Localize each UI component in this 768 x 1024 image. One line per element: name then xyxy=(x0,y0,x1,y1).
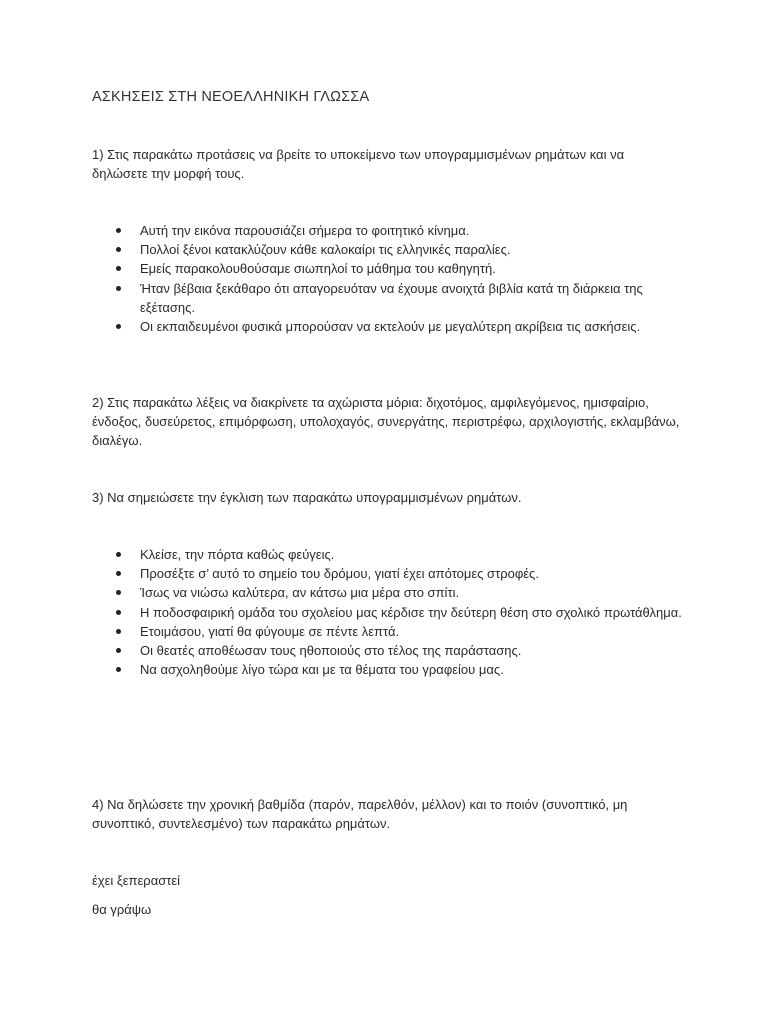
exercise-2-prompt: 2) Στις παρακάτω λέξεις να διακρίνετε τα αχώριστα μόρια: διχοτόμος, αμφιλεγόμενος, ημισφαίριο, ένδοξος, δυσεύρετος, επιμόρφωση, υπολοχαγός, συνεργάτης, περιστρέφω, αρχιλογιστής, εκλαμβάνω, διαλέγω. xyxy=(92,395,680,448)
list-item: Εμείς παρακολουθούσαμε σιωπηλοί το μάθημα του καθηγητή. xyxy=(92,259,682,278)
bullet-icon xyxy=(116,266,121,271)
exercise-4-verb: έχει ξεπεραστεί xyxy=(92,873,181,888)
list-item: Η ποδοσφαιρική ομάδα του σχολείου μας κέρδισε την δεύτερη θέση στο σχολικό πρωτάθλημα. xyxy=(92,603,682,622)
exercise-4-prompt: 4) Να δηλώσετε την χρονική βαθμίδα (παρόν, παρελθόν, μέλλον) και το ποιόν (συνοπτικό, μη συνοπτικό, συντελεσμένο) των παρακάτω ρημάτων. xyxy=(92,797,628,831)
exercise-1-list xyxy=(92,221,682,336)
bullet-icon xyxy=(116,629,121,634)
list-item: Ετοιμάσου, γιατί θα φύγουμε σε πέντε λεπτά. xyxy=(92,622,682,641)
bullet-icon xyxy=(116,247,121,252)
list-item: Να ασχοληθούμε λίγο τώρα και με τα θέματα του γραφείου μας. xyxy=(92,660,682,679)
exercise-1-prompt: 1) Στις παρακάτω προτάσεις να βρείτε το υποκείμενο των υπογραμμισμένων ρημάτων και να δηλώσετε την μορφή τους. xyxy=(92,147,625,181)
list-item: Ήταν βέβαια ξεκάθαρο ότι απαγορευόταν να έχουμε ανοιχτά βιβλία κατά τη διάρκεια της εξέτασης. xyxy=(92,279,682,317)
list-item: Κλείσε, την πόρτα καθώς φεύγεις. xyxy=(92,545,682,564)
list-item: Πολλοί ξένοι κατακλύζουν κάθε καλοκαίρι τις ελληνικές παραλίες. xyxy=(92,240,682,259)
bullet-icon xyxy=(116,667,121,672)
bullet-icon xyxy=(116,648,121,653)
bullet-icon xyxy=(116,324,121,329)
exercise-3-list xyxy=(92,545,682,679)
list-item: Ίσως να νιώσω καλύτερα, αν κάτσω μια μέρα στο σπίτι. xyxy=(92,583,682,602)
bullet-icon xyxy=(116,552,121,557)
list-item: Οι εκπαιδευμένοι φυσικά μπορούσαν να εκτελούν με μεγαλύτερη ακρίβεια τις ασκήσεις. xyxy=(92,317,682,336)
bullet-icon xyxy=(116,286,121,291)
list-item: Οι θεατές αποθέωσαν τους ηθοποιούς στο τέλος της παράστασης. xyxy=(92,641,682,660)
document-title: ΑΣΚΗΣΕΙΣ ΣΤΗ ΝΕΟΕΛΛΗΝΙΚΗ ΓΛΩΣΣΑ xyxy=(92,89,370,105)
list-item: Αυτή την εικόνα παρουσιάζει σήμερα το φοιτητικό κίνημα. xyxy=(92,221,682,240)
exercise-4-verb: θα γράψω xyxy=(92,902,152,917)
bullet-icon xyxy=(116,571,121,576)
list-item: Προσέξτε σ’ αυτό το σημείο του δρόμου, γιατί έχει απότομες στροφές. xyxy=(92,564,682,583)
bullet-icon xyxy=(116,590,121,595)
exercise-3-prompt: 3) Να σημειώσετε την έγκλιση των παρακάτω υπογραμμισμένων ρημάτων. xyxy=(92,490,522,505)
bullet-icon xyxy=(116,610,121,615)
bullet-icon xyxy=(116,228,121,233)
